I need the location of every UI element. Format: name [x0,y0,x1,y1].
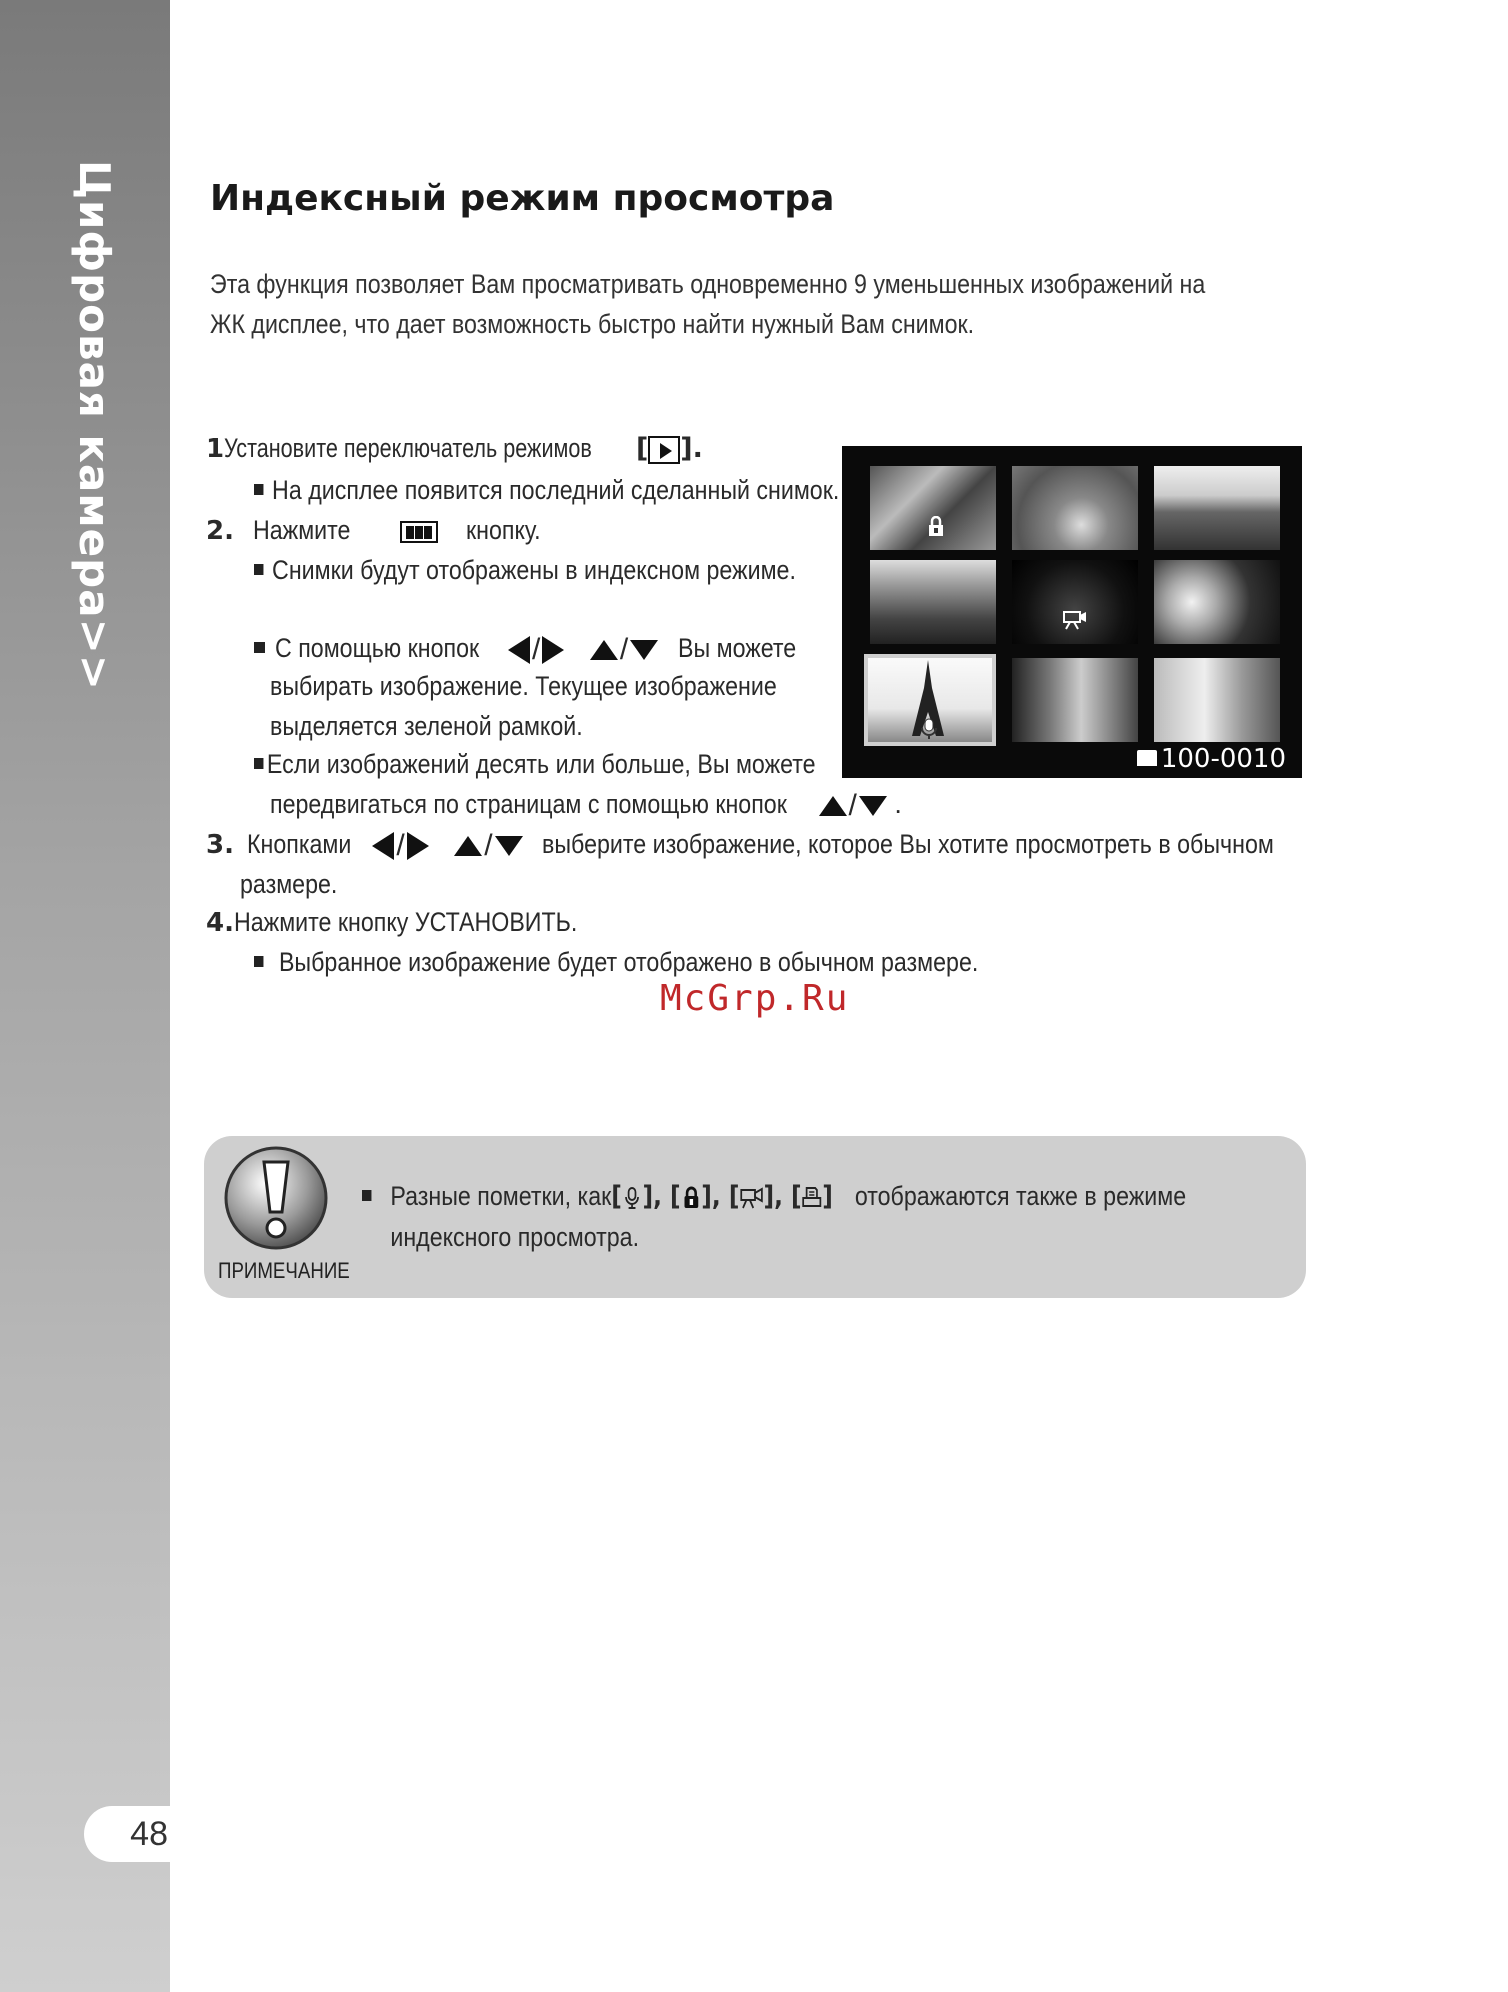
lock-icon [926,516,946,538]
step-3-pre-text: Кнопками [247,829,352,859]
thumbnail-1 [870,466,996,550]
thumbnail-6 [1154,560,1280,644]
step-2-bullet-3-text: Если изображений десять или больше, Вы можете [266,749,816,779]
thumbnail-5 [1012,560,1138,644]
voice-memo-icon [622,1186,643,1210]
lcd-index-screen [842,446,1302,778]
exclamation-icon [222,1144,330,1252]
print-order-icon [802,1186,823,1210]
step-4-number: 4. [206,908,234,938]
step-2-bullet-3-line-2-text: передвигаться по страницам с помощью кнопок [270,789,787,819]
watermark: McGrp.Ru [660,978,850,1019]
step-2-bullet-2-pre: С помощью кнопок [275,633,480,663]
step-1-bullet [254,472,839,508]
voice-memo-icon [920,718,938,740]
page-number [84,1806,170,1862]
note-box [204,1136,1306,1298]
up-arrow-icon [454,836,482,856]
bullet-square-icon [254,642,265,653]
thumbnail-2 [1012,466,1138,550]
step-2-pre-text: Нажмите [253,515,351,545]
thumbnail-9 [1154,658,1280,742]
step-3-line-2: размере. [240,869,338,899]
step-2-bullet-2-line-3: выделяется зеленой рамкой. [270,711,583,741]
step-2 [206,512,553,549]
step-1: 1Установите переключатель режимов [ ]. [206,430,703,467]
bullet-square-icon [254,956,263,967]
down-arrow-icon [630,640,658,660]
step-2-bullet-3-line-2: передвигаться по страницам с помощью кнопок / . [270,786,902,824]
left-arrow-icon [372,832,394,860]
bullet-square-icon [254,758,263,769]
lock-icon [681,1186,702,1210]
folder-icon [1137,750,1157,766]
step-4-bullet-text: Выбранное изображение будет отображено в обычном размере. [278,947,979,977]
thumbnail-7-selected [864,654,996,746]
step-4-bullet [254,944,978,980]
right-arrow-icon [542,636,564,664]
step-2-bullet-3 [254,746,816,782]
movie-camera-icon [739,1186,763,1210]
step-2-post-text: кнопку. [465,515,541,545]
left-arrow-icon [508,636,530,664]
playback-mode-icon [648,436,680,464]
page-number-text: 48 [130,1815,168,1853]
folder-file-number: 100-0010 [1160,744,1286,774]
step-3-post-text: выберите изображение, которое Вы хотите просмотреть в обычном [542,829,1274,859]
step-2-bullet-2: С помощью кнопок / / Вы можете [254,630,815,668]
up-arrow-icon [819,796,847,816]
page-title: Индексный режим просмотра [210,178,835,219]
note-line-1-pre: Разные пометки, как [390,1181,612,1211]
step-2-number: 2. [206,516,234,546]
movie-camera-icon [1062,608,1088,630]
section-title: Цифровая камера>> [70,160,119,691]
step-2-bullet-2-post: Вы можете [677,633,796,663]
thumbnail-4 [870,560,996,644]
step-1-number: 1 [206,434,225,464]
down-arrow-icon [495,836,523,856]
step-2-bullet-1-text: Снимки будут отображены в индексном режиме. [272,555,796,585]
note-line-1-post: отображаются также в режиме [854,1181,1187,1211]
folder-file-label [1137,744,1286,774]
step-1-text: Установите переключатель режимов [224,433,592,463]
step-2-bullet-1 [254,552,796,588]
step-3-number: 3. [206,830,234,860]
bullet-square-icon [254,564,263,575]
bullet-square-icon [254,484,263,495]
step-3: 3. Кнопками / / выберите изображение, которое Вы хотите просмотреть в обычном [206,826,1393,864]
up-arrow-icon [590,640,618,660]
thumbnail-3 [1154,466,1280,550]
note-label: ПРИМЕЧАНИЕ [218,1258,350,1283]
bullet-square-icon [362,1190,371,1201]
step-2-bullet-2-line-2: выбирать изображение. Текущее изображение [270,671,777,701]
thumbnail-button-icon [400,521,438,543]
down-arrow-icon [859,796,887,816]
note-line-2: индексного просмотра. [390,1222,640,1252]
sidebar [0,0,170,1992]
intro-paragraph: Эта функция позволяет Вам просматривать одновременно 9 уменьшенных изображений на ЖК дисплее, что дает возможность быстро найти нужный Вам снимок. [210,269,1206,339]
step-4 [206,904,633,941]
right-arrow-icon [407,832,429,860]
step-1-bullet-text: На дисплее появится последний сделанный снимок. [272,475,840,505]
thumbnail-8 [1012,658,1138,742]
note-text: Разные пометки, как[ ], [ ], [ ], [ ] отображаются также в режиме индексного просмотра. [362,1176,1186,1257]
step-4-text: Нажмите кнопку УСТАНОВИТЬ. [233,907,578,937]
